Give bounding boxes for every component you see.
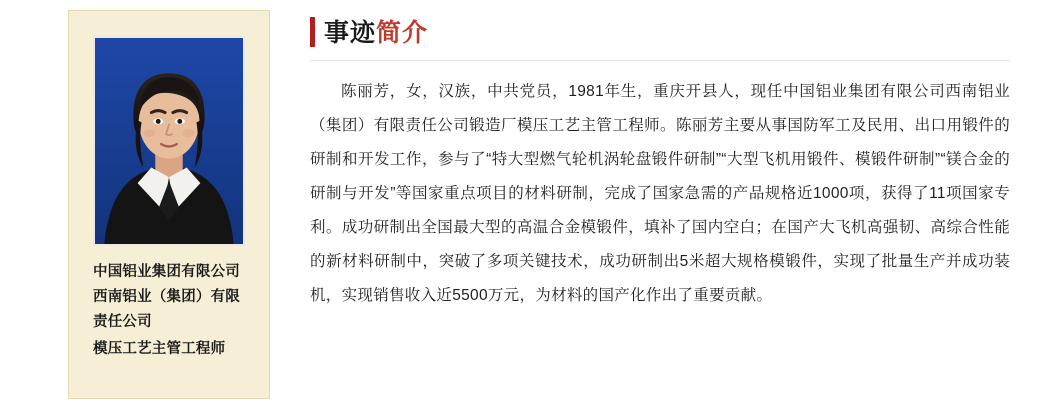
article-body: 陈丽芳，女，汉族，中共党员，1981年生，重庆开县人，现任中国铝业集团有限公司西南铝业（集团）有限责任公司锻造厂模压工艺主管工程师。陈丽芳主要从事国防军工及民用、出口用锻件的研制和开发工作，参与了“特大型燃气轮机涡轮盘锻件研制”“大型飞机用锻件、模锻件研制”“镁合金的研制与开发”等国家重点项目的材料研制，完成了国家急需的产品规格近1000项，获得了11项国家专利。成功研制出全国最大型的高温合金模锻件，填补了国内空白；在国产大飞机高强韧、高综合性能的新材料研制中，突破了多项关键技术，成功研制出5米超大规格模锻件，实现了批量生产并成功装机，实现销售收入近5500万元，为材料的国产化作出了重要贡献。 [310,83,1010,304]
profile-card [68,10,270,399]
section-heading [310,0,1010,52]
affiliation-line-2: 西南铝业（集团）有限 [93,289,240,305]
heading-text-primary: 事迹 [324,19,377,47]
heading-text-accent: 简介 [376,19,429,47]
article-content [310,0,1010,409]
heading-accent-bar [310,17,315,47]
heading-divider [310,60,1010,61]
portrait-photo [95,38,243,244]
affiliation-line-1: 中国铝业集团有限公司 [93,264,240,280]
profile-affiliation [93,260,245,362]
profile-role: 模压工艺主管工程师 [93,341,226,357]
portrait-frame [93,36,245,246]
affiliation-line-3: 责任公司 [93,314,152,330]
